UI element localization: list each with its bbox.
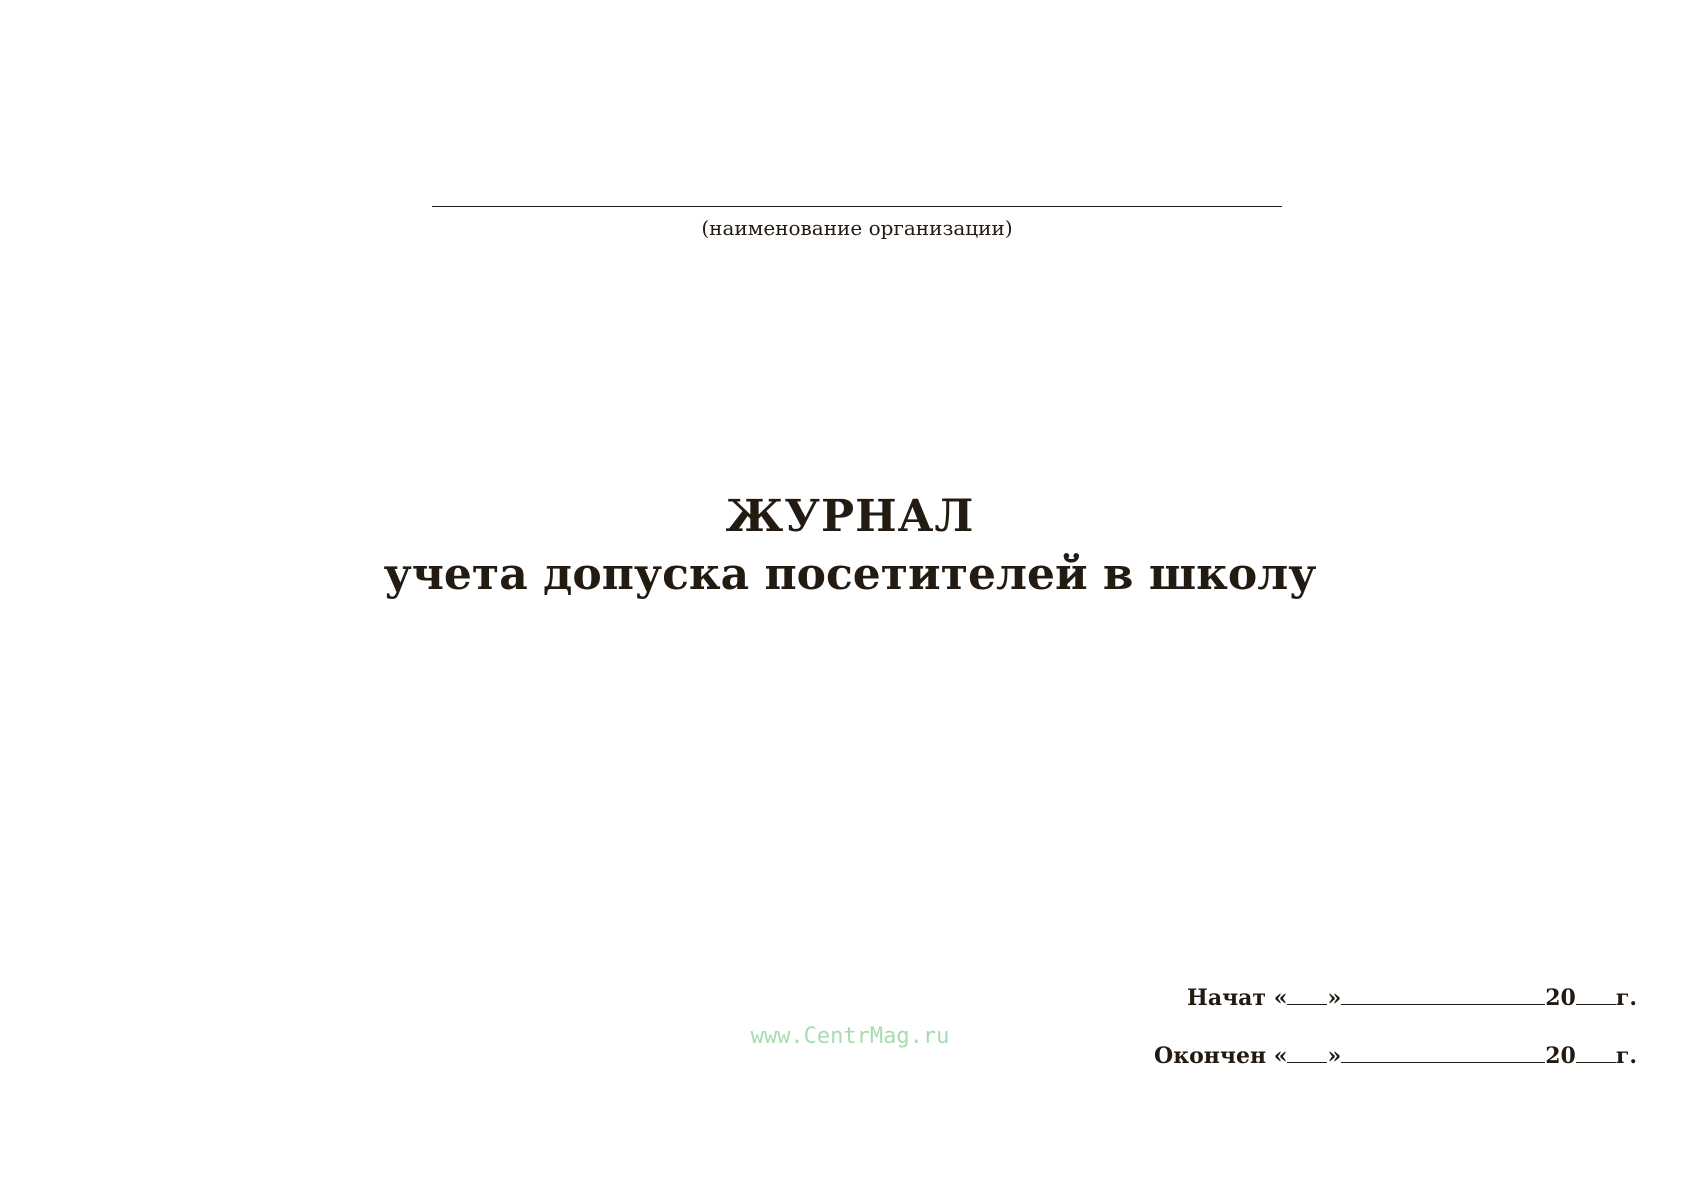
ended-year-suffix: г. xyxy=(1615,1043,1637,1069)
date-fields xyxy=(1154,985,1637,1101)
page-subtitle: учета допуска посетителей в школу xyxy=(383,549,1317,600)
ended-quote-close: » xyxy=(1327,1043,1342,1069)
ended-day-blank[interactable] xyxy=(1287,1044,1327,1063)
ended-label: Окончен « xyxy=(1154,1043,1288,1069)
ended-year-blank[interactable] xyxy=(1576,1044,1616,1063)
date-ended-row xyxy=(1154,1043,1637,1073)
started-year-suffix: г. xyxy=(1615,985,1637,1011)
started-month-blank[interactable] xyxy=(1341,986,1545,1005)
date-started-row xyxy=(1154,985,1637,1015)
started-quote-close: » xyxy=(1327,985,1342,1011)
ended-year-prefix: 20 xyxy=(1545,1043,1576,1069)
started-year-blank[interactable] xyxy=(1576,986,1616,1005)
ended-month-blank[interactable] xyxy=(1341,1044,1545,1063)
title-block xyxy=(300,488,1400,604)
started-label: Начат « xyxy=(1187,985,1288,1011)
organization-caption: (наименование организации) xyxy=(701,216,1013,240)
page-title: ЖУРНАЛ xyxy=(725,491,975,542)
watermark-text: www.CentrMag.ru xyxy=(750,1024,950,1049)
organization-name-line xyxy=(432,206,1282,207)
started-day-blank[interactable] xyxy=(1287,986,1327,1005)
started-year-prefix: 20 xyxy=(1545,985,1576,1011)
